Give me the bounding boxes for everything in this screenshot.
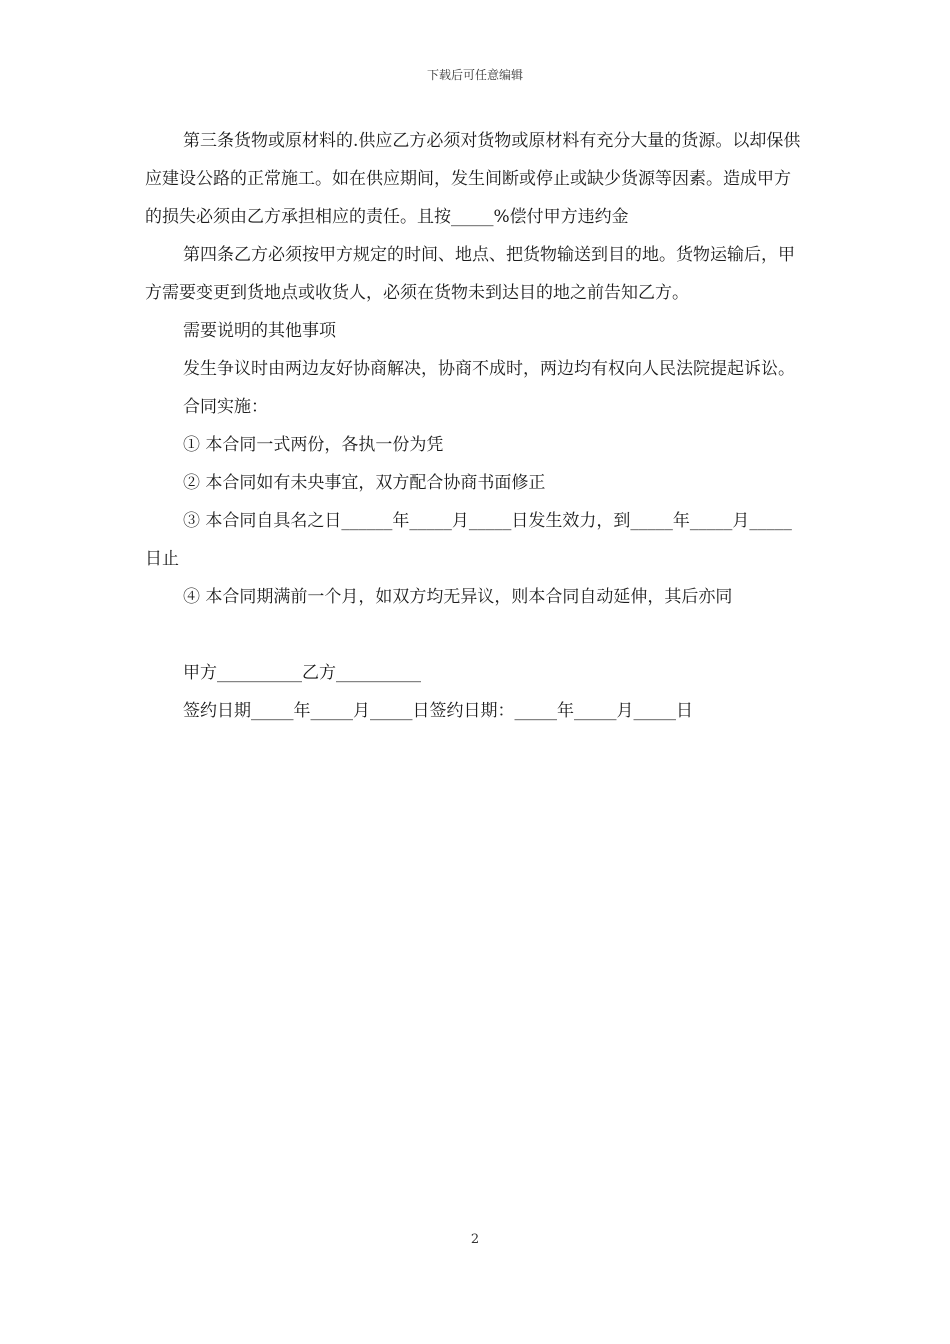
implementation-item-2: ② 本合同如有未央事宜，双方配合协商书面修正 xyxy=(183,473,546,493)
page-number: 2 xyxy=(470,1232,480,1247)
clause-four: 第四条乙方必须按甲方规定的时间、地点、把货物输送到目的地。货物运输后，甲方需要变更到货地点或收货人，必须在货物未到达目的地之前告知乙方。 xyxy=(145,245,795,303)
implementation-item-3: ③ 本合同自具名之日______年_____月_____日发生效力，到_____年_____月_____日止 xyxy=(145,511,792,569)
other-matters-heading: 需要说明的其他事项 xyxy=(183,321,336,341)
dispute-clause: 发生争议时由两边友好协商解决，协商不成时，两边均有权向人民法院提起诉讼。 xyxy=(183,359,795,379)
page-header: 下载后可任意编辑 xyxy=(426,68,523,82)
clause-three: 第三条货物或原材料的.供应乙方必须对货物或原材料有充分大量的货源。以却保供应建设公路的正常施工。如在供应期间，发生间断或停止或缺少货源等因素。造成甲方的损失必须由乙方承担相应的责任。且按_____%偿付甲方违约金 xyxy=(145,131,801,227)
implementation-heading: 合同实施： xyxy=(183,397,268,417)
document-body xyxy=(145,122,807,730)
signature-dates: 签约日期_____年_____月_____日签约日期：_____年_____月_____日 xyxy=(183,701,693,721)
signature-parties: 甲方__________乙方__________ xyxy=(183,663,421,683)
implementation-item-4: ④ 本合同期满前一个月，如双方均无异议，则本合同自动延伸，其后亦同 xyxy=(183,587,733,607)
implementation-item-1: ① 本合同一式两份，各执一份为凭 xyxy=(183,435,444,455)
